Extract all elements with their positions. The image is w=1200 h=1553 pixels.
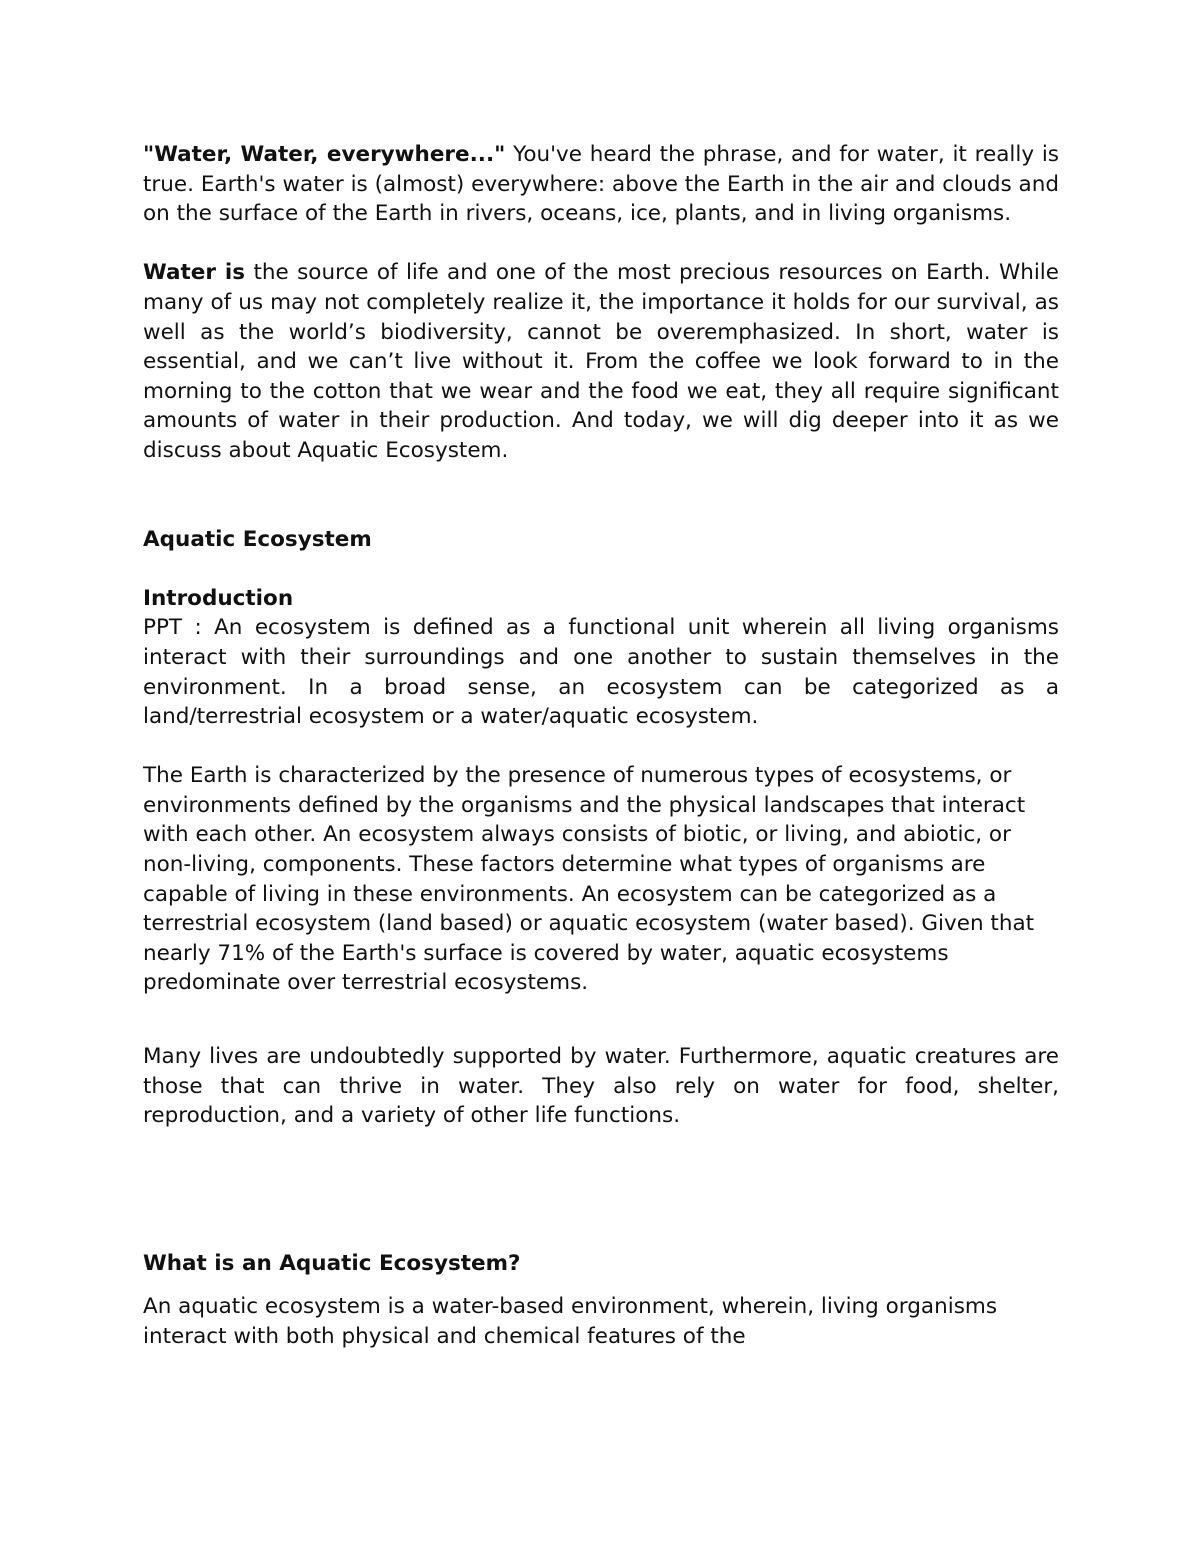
importance-lead-bold: Water is: [143, 260, 246, 286]
what-is-paragraph: An aquatic ecosystem is a water-based environment, wherein, living organisms interact with both physical and chemical features of the: [143, 1294, 998, 1349]
document-page: [143, 140, 1059, 1352]
intro-paragraph: [143, 140, 1059, 229]
section-title: Aquatic Ecosystem: [143, 526, 372, 552]
what-is-heading: What is an Aquatic Ecosystem?: [143, 1250, 521, 1276]
intro-lead-bold: "Water, Water, everywhere...": [143, 142, 506, 167]
introduction-heading: Introduction: [143, 585, 294, 611]
earth-paragraph: The Earth is characterized by the presence of numerous types of ecosystems, or environments defined by the organisms and the physical landscapes that interact with each other. An ecosystem always consists of biotic, or living, and abiotic, or non-living, components. These factors determine what types of organisms are capable of living in these environments. An ecosystem can be categorized as a terrestrial ecosystem (land based) or aquatic ecosystem (water based). Given that nearly 71% of the Earth's surface is covered by water, aquatic ecosystems predominate over terrestrial ecosystems.: [143, 763, 1035, 996]
introduction-paragraph: PPT : An ecosystem is defined as a functional unit wherein all living organisms interact with their surroundings and one another to sustain themselves in the environment. In a broad sense, an ecosystem can be categorized as a land/terrestrial ecosystem or a water/aquatic ecosystem.: [143, 615, 1059, 730]
intro-text: You've heard the phrase, and for water, it really is true. Earth's water is (almost) everywhere: above the Earth in the air and clouds and on the surface of the Earth in rivers, oceans, ice, plants, and in living organisms.: [143, 142, 1059, 227]
lives-paragraph: Many lives are undoubtedly supported by water. Furthermore, aquatic creatures are those that can thrive in water. They also rely on water for food, shelter, reproduction, and a variety of other life functions.: [143, 1044, 1059, 1129]
importance-paragraph: [143, 258, 1059, 465]
importance-text: the source of life and one of the most precious resources on Earth. While many of us may not completely realize it, the importance it holds for our survival, as well as the world’s biodiversity, cannot be overemphasized. In short, water is essential, and we can’t live without it. From the coffee we look forward to in the morning to the cotton that we wear and the food we eat, they all require significant amounts of water in their production. And today, we will dig deeper into it as we discuss about Aquatic Ecosystem.: [143, 260, 1060, 463]
